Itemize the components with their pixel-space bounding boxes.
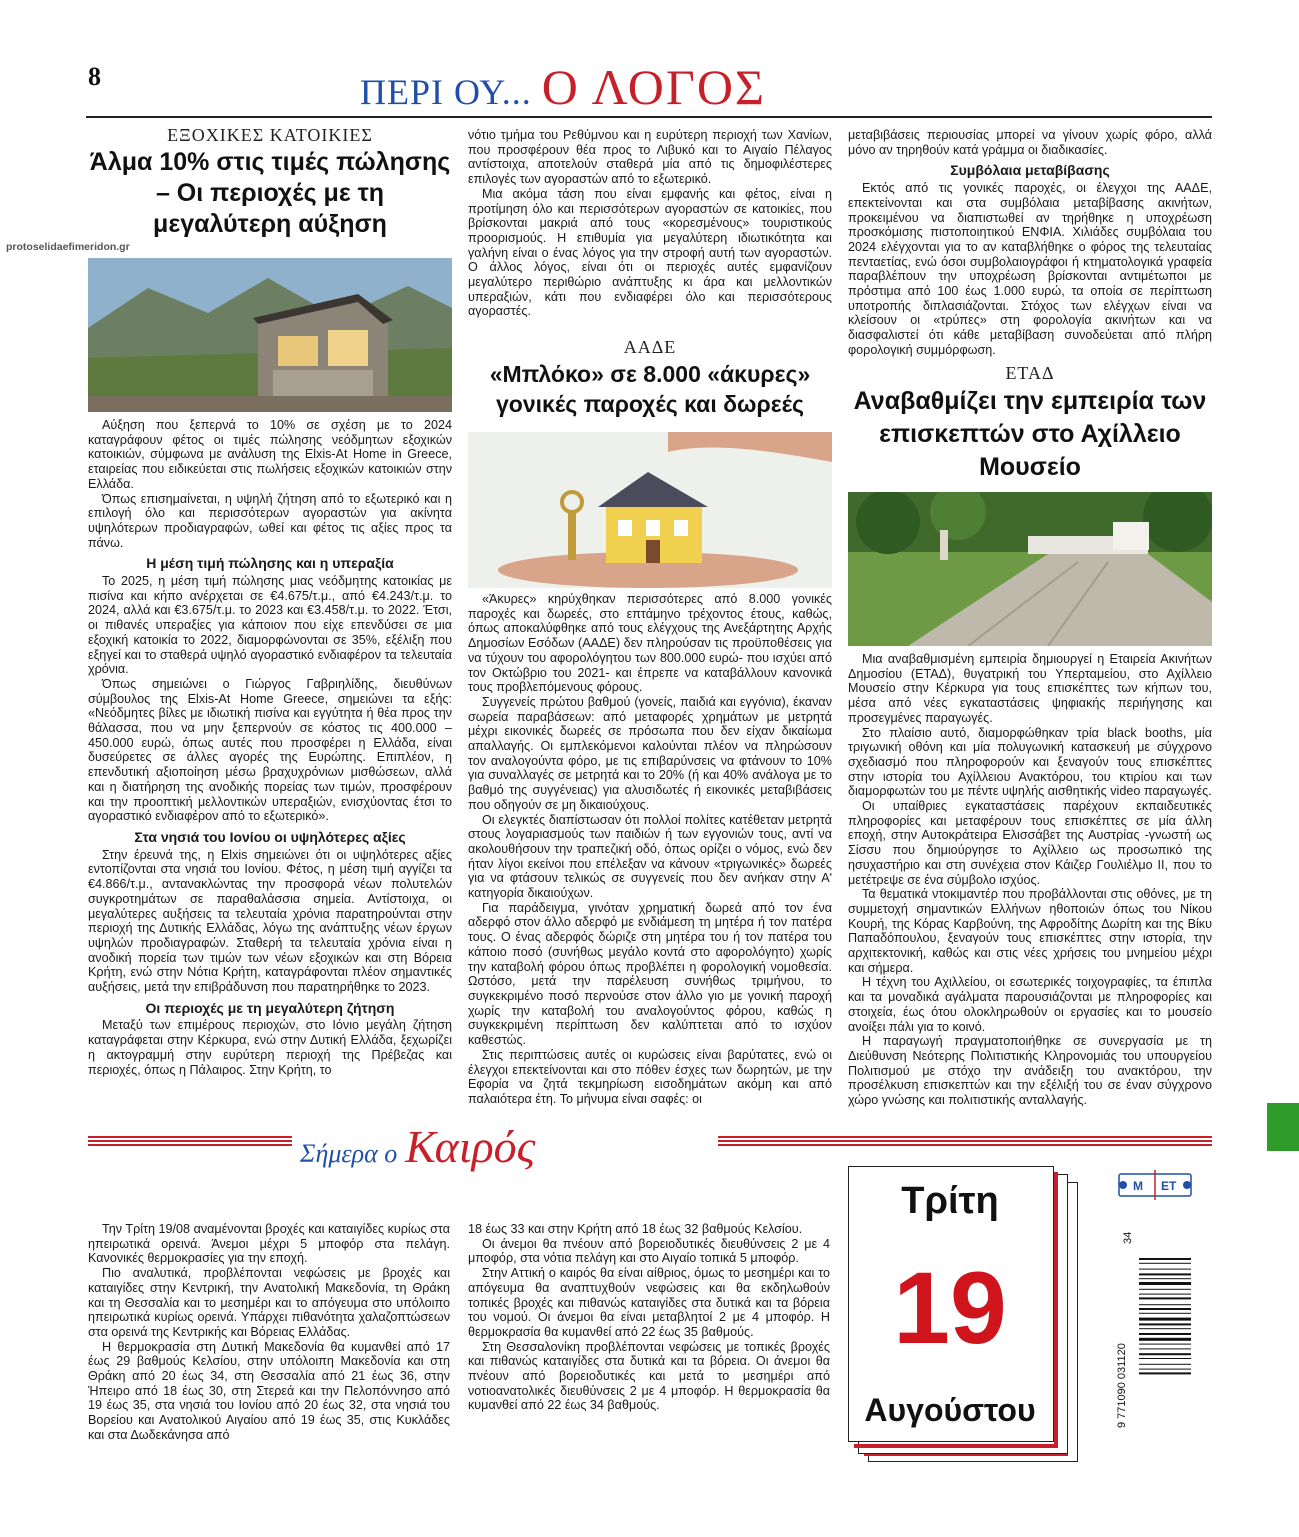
- barcode-bar: [1139, 1318, 1191, 1321]
- barcode-bar: [1139, 1328, 1191, 1329]
- subheading: Η μέση τιμή πώλησης και η υπεραξία: [146, 555, 394, 572]
- watermark: protoselidaefimeridon.gr: [6, 241, 130, 253]
- article2-header: [468, 337, 832, 419]
- paragraph: Στη Θεσσαλονίκη προβλέπονται νεφώσεις με τοπικές βροχές και πιθανώς καταιγίδες στα δυτικά και τα βόρεια. Οι άνεμοι θα πνέουν από βορειοδυτικές και μετά το μεσημέρι από νοτιοανατολικές διευθύνσεις 2 με 4 μποφόρ. Η θερμοκρασία θα κυμανθεί από 22 έως 34 βαθμούς.: [468, 1339, 830, 1413]
- calendar-month: Αυγούστου: [864, 1392, 1036, 1428]
- weather-title-a: Σήμερα ο: [300, 1139, 398, 1168]
- article1-body: [88, 418, 452, 1077]
- masthead-part-a: ΠΕΡΙ ΟΥ...: [360, 72, 532, 112]
- barcode-bar: [1139, 1323, 1191, 1325]
- article3-kicker: ΕΤΑΔ: [1005, 363, 1055, 383]
- barcode-bar: [1139, 1369, 1191, 1370]
- paragraph: Μια ακόμα τάση που είναι εμφανής και φέτος, είναι η προτίμηση όλο και περισσότερων αγοραστών σε κατοικίες, που βρίσκονται μακριά από τους «κορεσμένους» τουριστικούς προορισμούς. Η επιθυμία για μεγαλύτερη ιδιωτικότητα και γαλήνη είναι ο ένας λόγος για την στροφή αυτή των αγοραστών. Ο άλλος λόγος, είναι ότι οι περιοχές αυτές εμφανίζουν μεγαλύτερο περιθώριο ανάπτυξης κι άρα και μελλοντικών υπεραξιών, κάτι που ενδιαφέρει όλο και περισσότερους αγοραστές.: [468, 186, 832, 319]
- weather-rule-right: [718, 1136, 1212, 1146]
- barcode-bar: [1139, 1278, 1191, 1279]
- barcode-bar: [1139, 1338, 1191, 1341]
- barcode-bar: [1139, 1348, 1191, 1349]
- article1-continued: [468, 128, 832, 319]
- article1-header: [88, 125, 452, 240]
- barcode-bar: [1139, 1269, 1191, 1270]
- barcode-bar: [1139, 1304, 1191, 1305]
- article3-body: [848, 652, 1212, 1108]
- article1-photo-villa: [88, 258, 452, 412]
- barcode-bar: [1139, 1258, 1191, 1260]
- weather-title: [300, 1120, 535, 1173]
- barcode-bar: [1139, 1358, 1191, 1359]
- calendar-day: Τρίτη: [901, 1180, 999, 1222]
- barcode-bar: [1139, 1289, 1191, 1290]
- page-number: 8: [88, 62, 101, 91]
- paragraph: Πιο αναλυτικά, προβλέπονται νεφώσεις με βροχές και καταιγίδες στην Κεντρική, την Ανατολική Μακεδονία, τη Θράκη και τη Θεσσαλία και το μεσημέρι και το απόγευμα στο υπόλοιπο ηπειρωτικά κυρίως ορεινά. Υπάρχει πιθανότητα χαλαζοπτώσεων στα ορεινά της Κεντρικής και Βόρειας Ελλάδας.: [88, 1266, 450, 1339]
- barcode-digits: 9 771090 031120: [1117, 1343, 1128, 1428]
- paragraph: Μια αναβαθμισμένη εμπειρία δημιουργεί η Εταιρεία Ακινήτων Δημοσίου (ΕΤΑΔ), θυγατρική του Υπερταμείου, στο Αχίλλειο Μουσείο στην Κέρκυρα για τους επισκέπτες των κήπων του, μέσα από νέες εγκαταστάσεις ψηφιακής περιήγησης και προσεγμένες παραγωγές.: [848, 652, 1212, 725]
- barcode-bar: [1139, 1263, 1191, 1264]
- met-logo-right: ET: [1161, 1179, 1177, 1193]
- paragraph: Το 2025, η μέση τιμή πώλησης μιας νεόδμητης κατοικίας με πισίνα και κήπο ανέρχεται σε €4.675/τ.μ., από €4.243/τ.μ. το 2024, αλλά και €3.675/τ.μ. το 2023 και €3.458/τ.μ. το 2022. Έτσι, οι πιθανές υπεραξίες για κάποιον που είχε επενδύσει σε μια εξοχική κατοικία το 2022, διαμορφώνονται σε 35%, εξέλιξη που εξηγεί και το σταθερά υψηλό αγοραστικό ενδιαφέρον τα τελευταία χρόνια.: [88, 574, 452, 677]
- barcode-bar: [1139, 1297, 1191, 1299]
- barcode-bar: [1139, 1313, 1191, 1314]
- paragraph: Στο πλαίσιο αυτό, διαμορφώθηκαν τρία black booths, μία τριγωνική οθόνη και μία πολυγωνική κατασκευή με σύγχρονο σχεδιασμό που πληροφορούν και ξεναγούν τους επισκέπτες στην ιστορία του Αχίλλειου Ανακτόρου, του κτιρίου και των διαμορφωτών του με πέντε υψηλής αισθητικής video παραγωγές.: [848, 725, 1212, 799]
- calendar-edge: [854, 1444, 1058, 1448]
- article1-headline[interactable]: Άλμα 10% στις τιμές πώλησης – Οι περιοχές με τη μεγαλύτερη αύξηση: [89, 147, 451, 238]
- barcode-bar: [1139, 1333, 1191, 1335]
- paragraph: Για παράδειγμα, γινόταν χρηματική δωρεά από τον ένα αδερφό στον άλλο αδερφό με ενδιάμεση τη μητέρα ή τον πατέρα τους. Ο ένας αδερφός δώριζε στη μητέρα του ή τον πατέρα του κάποιο ποσό (συνήθως μεγάλο κοντά στο αφορολόγητο) χωρίς την καταβολή φόρου όπως προβλέπει η φορολογική νομοθεσία. Ωστόσο, μετά την παρέλευση συνήθως τριμήνου, το συγκεκριμένο ποσό περνούσε στον άλλο γιο με γονική παροχή χωρίς την καταβολή του αναλογούντος φόρου, καθώς η συγκεκριμένη περίπτωση δεν καλύπτεται από το ισχύον καθεστώς.: [468, 900, 832, 1048]
- paragraph: Τα θεματικά ντοκιμαντέρ που προβάλλονται στις οθόνες, με τη συμμετοχή σημαντικών Ελλήνων ηθοποιών όπως του Νίκου Κουρή, της Κόρας Καρβούνη, της Αφροδίτης Δωρίτη και της Βίκυ Παπαδόπουλου, ξεναγούν τους επισκέπτες στην ιστορία, την αρχιτεκτονική, καθώς και στις νέες χρήσεις του μνημείου μέχρι και σήμερα.: [848, 887, 1212, 975]
- barcode-bar: [1139, 1308, 1191, 1310]
- met-logo-left: M: [1133, 1179, 1143, 1193]
- weather-body-left: [88, 1222, 450, 1443]
- paragraph: Στην Αττική ο καιρός θα είναι αίθριος, όμως το μεσημέρι και το απόγευμα θα αναπτυχθούν νεφώσεις και θα εκδηλωθούν τοπικές βροχές και πιθανώς καταιγίδες στα δυτικά και τα βόρεια του νομού. Οι άνεμοι θα είναι μεταβλητοί 2 με 4 μποφόρ. Η θερμοκρασία θα κυμανθεί από 22 έως 35 βαθμούς.: [468, 1266, 830, 1339]
- article2-continued: [848, 128, 1212, 358]
- calendar-date: 19: [893, 1251, 1007, 1365]
- article2-photo-house-keys: [468, 432, 832, 588]
- barcode-bar: [1139, 1282, 1191, 1285]
- subheading: Συμβόλαια μεταβίβασης: [950, 162, 1110, 179]
- paragraph: Οι υπαίθριες εγκαταστάσεις παρέχουν εκπαιδευτικές πληροφορίες και μεταφέρουν τους επισκέπτες σε μία άλλη εποχή, στην Αυτοκράτειρα Ελισσάβετ της Αυστρίας -γνωστή ως Σίσσυ που δημιούργησε το Αχίλλειο ως προσωπικό της ησυχαστήριο και στη συνέχεια στον Κάιζερ Γουλιέλμο ΙΙ, που το μετέτρεψε σε ένα σύμβολο ισχύος.: [848, 799, 1212, 887]
- paragraph: Η παραγωγή πραγματοποιήθηκε σε συνεργασία με τη Διεύθυνση Νεότερης Πολιτιστικής Κληρονομιάς του υπουργείου Πολιτισμού με στόχο την ανάδειξη του ανακτόρου, την προσέλκυση επισκεπτών και την εξέλιξή του σε έναν σύγχρονο χώρο γνώσης και πολιτιστικής ανταλλαγής.: [848, 1034, 1212, 1108]
- subheading: Οι περιοχές με τη μεγαλύτερη ζήτηση: [145, 999, 395, 1016]
- subheading: Στα νησιά του Ιονίου οι υψηλότερες αξίες: [134, 828, 406, 845]
- paragraph: Αύξηση που ξεπερνά το 10% σε σχέση με το 2024 καταγράφουν φέτος οι τιμές πώλησης νεόδμητων εξοχικών κατοικιών, σύμφωνα με ανάλυση της Elxis-At Home in Greece, εταιρείας που ειδικεύεται στις πωλήσεις εξοχικών κατοικιών στην Ελλάδα.: [88, 418, 452, 491]
- paragraph: Οι άνεμοι θα πνέουν από βορειοδυτικές διευθύνσεις 2 με 4 μποφόρ, στα νότια πελάγη και στο Αιγαίο τοπικά 5 μποφόρ.: [468, 1236, 830, 1266]
- barcode-bar: [1139, 1273, 1191, 1275]
- barcode-bar: [1139, 1344, 1191, 1345]
- section-masthead: [360, 58, 766, 116]
- weather-body-right: [468, 1222, 830, 1413]
- met-logo: [1115, 1166, 1195, 1206]
- paragraph: Η τέχνη του Αχιλλείου, οι εσωτερικές τοιχογραφίες, τα έπιπλα και τα μοναδικά αγάλματα παρουσιάζονται με πληροφορίες και στοιχεία, έως ότου ολοκληρωθούν οι εργασίες και το μουσείο ανοίξει πάλι για το κοινό.: [848, 975, 1212, 1034]
- weather-rule-left: [88, 1136, 292, 1146]
- paragraph: μεταβιβάσεις περιουσίας μπορεί να γίνουν χωρίς φόρο, αλλά μόνο αν τηρηθούν κατά γράμμα οι διαδικασίες.: [848, 128, 1212, 157]
- green-section-tab: [1267, 1103, 1299, 1151]
- barcode-bar: [1139, 1372, 1191, 1374]
- article3-header: [848, 363, 1212, 484]
- paragraph: νότιο τμήμα του Ρεθύμνου και η ευρύτερη περιοχή των Χανίων, που προσφέρουν θέα προς το Λιβυκό και το Αιγαίο Πέλαγος αντίστοιχα, αποτελούν σταθερά μία από τις δημοφιλέστερες επιλογές των αγοραστών από το εξωτερικό.: [468, 128, 832, 187]
- barcode-bar: [1139, 1294, 1191, 1295]
- paragraph: Όπως σημειώνει ο Γιώργος Γαβριηλίδης, διευθύνων σύμβουλος της Elxis-At Home Greece, σημειώνει τα εξής: «Νεόδμητες βίλες με ιδιωτική πισίνα και εγγύτητα ή θέα προς την θάλασσα, που να μην ξεπερνούν σε κόστος τις 400.000 – 450.000 ευρώ, όπως αυτές που προσφέρει η Ελλάδα, είναι δυσεύρετες σε άλλες αγορές της Ευρώπης. Επιπλέον, η επενδυτική αξιοποίηση μέσω βραχυχρόνιων μισθώσεων, αλλά και η διατήρηση της ανοδικής πορείας των τιμών, προσφέρουν και την προοπτική μελλοντικών υπεραξιών, ενισχύοντας έτσι το αγοραστικό ενδιαφέρον από το εξωτερικό».: [88, 676, 452, 824]
- paragraph: 18 έως 33 και στην Κρήτη από 18 έως 32 βαθμούς Κελσίου.: [468, 1222, 803, 1236]
- article3-photo-achilleion: [848, 492, 1212, 646]
- barcode-issue: 34: [1122, 1231, 1134, 1244]
- calendar-edge: [1054, 1172, 1058, 1448]
- paragraph: Στις περιπτώσεις αυτές οι κυρώσεις είναι βαρύτατες, ενώ οι έλεγχοι επεκτείνονται και στο πόθεν έσχες των δωρητών, με την Εφορία να ζητά τεκμηρίωση εισοδημάτων ακόμη και από παλαιότερα έτη. Το μήνυμα είναι σαφές: οι: [468, 1047, 832, 1106]
- paragraph: Η θερμοκρασία στη Δυτική Μακεδονία θα κυμανθεί από 17 έως 29 βαθμούς Κελσίου, στην υπόλοιπη Μακεδονία και στη Θράκη από 20 έως 34, στη Θεσσαλία από 21 έως 36, στην Ήπειρο από 18 έως 30, στη Στερεά και την Πελοπόννησο από 19 έως 35, στα νησιά του Ιονίου από 20 έως 32, στα νησιά του Βορείου και Ανατολικού Αιγαίου από 19 έως 35, στις Κυκλάδες και στα Δωδεκάνησα από: [88, 1339, 450, 1442]
- article3-headline[interactable]: Αναβαθμίζει την εμπειρία των επισκεπτών στο Αχίλλειο Μουσείο: [853, 386, 1207, 481]
- paragraph: Εκτός από τις γονικές παροχές, οι έλεγχοι της ΑΑΔΕ, επεκτείνονται και στα συμβόλαια μεταβίβασης ακινήτων, προκειμένου να διαπιστωθεί αν τηρήθηκε η υποχρέωση προσκόμισης πιστοποιητικού ΕΝΦΙΑ. Χιλιάδες συμβόλαια του 2024 ελέγχονται για το αν καταβλήθηκε ο φόρος της τελευταίας πενταετίας, ενώ όσοι συμβολαιογράφοι ή κτηματολογικά γραφεία παραβλέπουν την υποχρέωση βρίσκονται αντιμέτωποι με πρόστιμα από 100 έως 1.000 ευρώ, τα οποία σε περίπτωση υποτροπής διπλασιάζονται. Στόχος των ελέγχων είναι να κλείσουν οι «τρύπες» στη φορολογία ακινήτων και να διασφαλιστεί ότι κάθε μεταβίβαση συνοδεύεται από πλήρη φορολογική συμμόρφωση.: [848, 181, 1212, 357]
- paragraph: Στην έρευνά της, η Elxis σημειώνει ότι οι υψηλότερες αξίες εντοπίζονται στα νησιά του Ιονίου. Φέτος, η μέση τιμή αγγίζει τα €4.866/τ.μ., αντανακλώντας την προσφορά νέων πολυτελών συγκροτημάτων σε παραθαλάσσια σημεία. Αντίστοιχα, οι μεγαλύτερες αυξήσεις τα τελευταία χρόνια παρατηρούνται στην περιοχή της Δυτικής Ελλάδας, λόγω της ανάπτυξης νέων έργων υψηλών προδιαγραφών. Σταθερή τα τελευταία χρόνια είναι η ανοδική πορεία των τιμών των νέων εξοχικών και στη Βόρεια Κρήτη, ενώ στην Νότια Κρήτη, καταγράφονται πλέον σημαντικές αυξήσεις, μετά την επιβράδυνση που παρατηρήθηκε το 2023.: [88, 847, 452, 995]
- paragraph: Συγγενείς πρώτου βαθμού (γονείς, παιδιά και εγγόνια), έκαναν σωρεία παραβάσεων: από μεταφορές χρημάτων με μετρητά μέχρι εικονικές δωρεές σε πρόσωπα που δεν είχαν δικαίωμα απαλλαγής. Οι εμπλεκόμενοι καλούνται πλέον να πληρώσουν τον αναλογούντα φόρο, με τις επιβαρύνσεις να φτάνουν το 10% για συναλλαγές σε μετρητά και το 20% (ή και 40% ανάλογα με το βαθμό της συγγένειας) για αλυσιδωτές ή εικονικές μεταβιβάσεις που οδηγούν σε μη δικαιούχους.: [468, 694, 832, 812]
- barcode: [1117, 1220, 1195, 1430]
- paragraph: Όπως επισημαίνεται, η υψηλή ζήτηση από το εξωτερικό και η επιλογή όλο και περισσότερων αγοραστών για ακίνητα υψηλότερων προδιαγραφών, ωθεί και φέτος τις αξίες προς τα πάνω.: [88, 491, 452, 550]
- article2-headline[interactable]: «Μπλόκο» σε 8.000 «άκυρες» γονικές παροχές και δωρεές: [489, 360, 811, 417]
- article2-kicker: ΑΑΔΕ: [623, 337, 677, 357]
- article1-kicker: ΕΞΟΧΙΚΕΣ ΚΑΤΟΙΚΙΕΣ: [167, 125, 373, 145]
- article2-body: [468, 592, 832, 1107]
- barcode-bar: [1139, 1364, 1191, 1365]
- paragraph: Μεταξύ των επιμέρους περιοχών, στο Ιόνιο μεγάλη ζήτηση καταγράφεται στην Κέρκυρα, ενώ στην Δυτική Ελλάδα, ξεχωρίζει η ακτογραμμή στην ευρύτερη περιοχή της Πρέβεζας και περιοχές, όπως η Πάλαιρος. Στην Κρήτη, το: [88, 1018, 452, 1077]
- masthead-part-b: Ο ΛΟΓΟΣ: [541, 59, 767, 115]
- paragraph: Την Τρίτη 19/08 αναμένονται βροχές και καταιγίδες κυρίως στα ηπειρωτικά ορεινά. Άνεμοι μέχρι 5 μποφόρ στα πελάγη. Κανονικές θερμοκρασίες για την εποχή.: [88, 1222, 450, 1266]
- barcode-bar: [1139, 1353, 1191, 1355]
- paragraph: Οι ελεγκτές διαπίστωσαν ότι πολλοί πολίτες κατέθεταν μετρητά στους λογαριασμούς των παιδιών ή των εγγονιών τους, αντί να ακολουθήσουν την τραπεζική οδό, όπως ορίζει ο νόμος, ενώ δεν ήταν λίγοι εκείνοι που επέλεξαν να κάνουν «τριγωνικές» δωρεές για να φτάσουν τελικώς σε συγγενείς που δεν ανήκαν στην Α' κατηγορία δικαιούχων.: [468, 812, 832, 901]
- paragraph: «Άκυρες» κηρύχθηκαν περισσότερες από 8.000 γονικές παροχές και δωρεές, στο επτάμηνο τρέχοντος έτους, καθώς, όπως αποκαλύφθηκε από τους ελέγχους της Ανεξάρτητης Αρχής Δημοσίων Εσόδων (ΑΑΔΕ) δεν πληρούσαν τις προϋποθέσεις για να τύχουν του αφορολόγητου των 800.000 ευρώ- που ισχύει από τον Οκτώβριο του 2021- και έπρεπε να καταβάλλουν κανονικά τους προβλεπόμενους φόρους.: [468, 592, 832, 695]
- header-rule: [86, 116, 1212, 118]
- weather-title-b: Καιρός: [405, 1121, 536, 1172]
